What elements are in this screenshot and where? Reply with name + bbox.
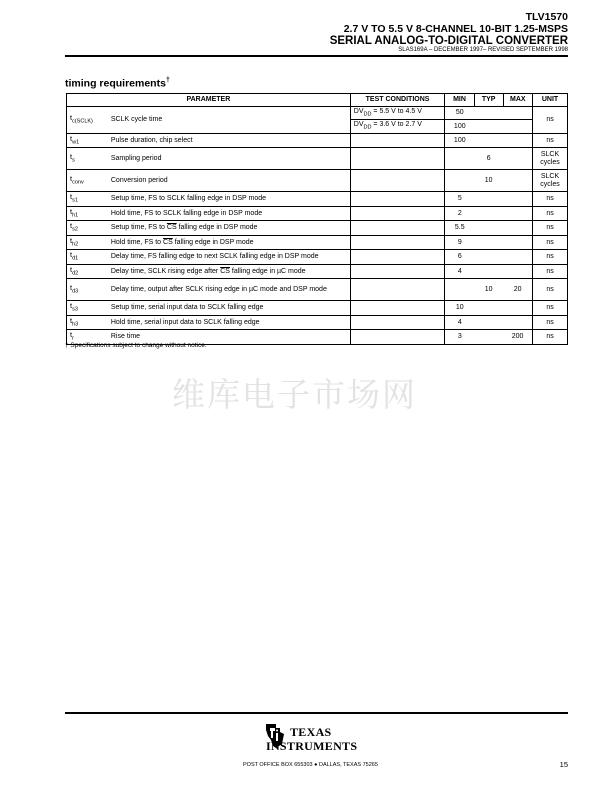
param-description: Delay time, FS falling edge to next SCLK falling edge in DSP mode xyxy=(108,250,350,265)
param-symbol: $t_{c(SCLK)}$ xyxy=(67,107,108,134)
test-condition xyxy=(350,315,445,330)
max-value xyxy=(503,250,532,265)
footnote: † Specifications subject to change without notice. xyxy=(65,342,207,349)
table-row xyxy=(67,250,568,265)
param-description: Sampling period xyxy=(108,148,350,170)
table-row xyxy=(67,221,568,236)
unit-value: ns xyxy=(533,133,568,148)
unit-value: ns xyxy=(533,221,568,236)
typ-value xyxy=(474,264,503,279)
min-value: 5 xyxy=(445,192,474,207)
typ-value xyxy=(474,221,503,236)
test-condition xyxy=(350,330,445,345)
param-symbol: $t_{h2}$ xyxy=(67,235,108,250)
typ-value xyxy=(474,315,503,330)
param-description: Hold time, serial input data to SCLK falling edge xyxy=(108,315,350,330)
max-value xyxy=(503,301,532,316)
param-symbol: $t_{s2}$ xyxy=(67,221,108,236)
max-value xyxy=(503,133,532,148)
page-number: 15 xyxy=(559,760,568,769)
footnote-mark: † xyxy=(165,77,170,84)
param-description: Rise time xyxy=(108,330,350,345)
param-symbol: $t_{d1}$ xyxy=(67,250,108,265)
section-title: timing requirements† xyxy=(65,77,170,90)
min-value xyxy=(445,170,474,192)
ti-logo-line1: TEXAS xyxy=(290,725,332,739)
test-condition xyxy=(350,133,445,148)
max-value xyxy=(503,148,532,170)
unit-value: ns xyxy=(533,301,568,316)
typ-value: 10 xyxy=(474,279,503,301)
unit-value: ns xyxy=(533,279,568,301)
param-symbol: $t_r$ xyxy=(67,330,108,345)
max-value xyxy=(503,235,532,250)
table-row xyxy=(67,235,568,250)
ti-logo-line2: INSTRUMENTS xyxy=(266,739,358,753)
typ-value xyxy=(474,301,503,316)
param-symbol: $t_{s3}$ xyxy=(67,301,108,316)
table-row xyxy=(67,264,568,279)
table-row xyxy=(67,107,568,120)
test-condition xyxy=(350,264,445,279)
param-symbol: $t_s$ xyxy=(67,148,108,170)
min-value: 4 xyxy=(445,315,474,330)
unit-value: ns xyxy=(533,235,568,250)
typ-value xyxy=(474,250,503,265)
min-value xyxy=(445,279,474,301)
param-symbol: $t_{w1}$ xyxy=(67,133,108,148)
param-description: Conversion period xyxy=(108,170,350,192)
header-test-conditions: TEST CONDITIONS xyxy=(350,94,445,107)
footer-rule xyxy=(65,712,568,714)
param-description: Hold time, FS to SCLK falling edge in DSP mode xyxy=(108,206,350,221)
typ-value xyxy=(474,107,503,120)
max-value: 200 xyxy=(503,330,532,345)
typ-value: 6 xyxy=(474,148,503,170)
table-row xyxy=(67,133,568,148)
timing-requirements-table xyxy=(66,93,568,345)
param-symbol: $t_{conv}$ xyxy=(67,170,108,192)
max-value xyxy=(503,120,532,133)
max-value xyxy=(503,170,532,192)
min-value: 5.5 xyxy=(445,221,474,236)
unit-value: ns xyxy=(533,315,568,330)
unit-value: ns xyxy=(533,264,568,279)
unit-value: ns xyxy=(533,206,568,221)
param-description: SCLK cycle time xyxy=(108,107,350,134)
part-number: TLV1570 xyxy=(525,11,568,23)
max-value xyxy=(503,221,532,236)
test-condition: $DV_{DD} = 3.6$ V to 2.7 V xyxy=(350,120,445,133)
test-condition: $DV_{DD} = 5.5$ V to 4.5 V xyxy=(350,107,445,120)
table-row xyxy=(67,301,568,316)
min-value: 10 xyxy=(445,301,474,316)
typ-value xyxy=(474,120,503,133)
test-condition xyxy=(350,192,445,207)
table-row xyxy=(67,279,568,301)
typ-value xyxy=(474,133,503,148)
ti-logo xyxy=(264,722,374,758)
max-value xyxy=(503,107,532,120)
document-reference: SLAS169A – DECEMBER 1997– REVISED SEPTEMBER 1998 xyxy=(398,47,568,53)
max-value xyxy=(503,315,532,330)
param-symbol: $t_{h3}$ xyxy=(67,315,108,330)
unit-value: ns xyxy=(533,107,568,134)
table-row xyxy=(67,170,568,192)
min-value: 4 xyxy=(445,264,474,279)
min-value: 100 xyxy=(445,120,474,133)
test-condition xyxy=(350,148,445,170)
typ-value xyxy=(474,192,503,207)
param-description: Setup time, serial input data to SCLK falling edge xyxy=(108,301,350,316)
param-description: Delay time, SCLK rising edge after $\overline{CS}$ falling edge in µC mode xyxy=(108,264,350,279)
param-description: Hold time, FS to $\overline{CS}$ falling edge in DSP mode xyxy=(108,235,350,250)
min-value: 3 xyxy=(445,330,474,345)
header-unit: UNIT xyxy=(533,94,568,107)
min-value: 100 xyxy=(445,133,474,148)
min-value: 9 xyxy=(445,235,474,250)
max-value: 20 xyxy=(503,279,532,301)
document-title-line2: SERIAL ANALOG-TO-DIGITAL CONVERTER xyxy=(329,35,568,47)
test-condition xyxy=(350,221,445,236)
footer-address: POST OFFICE BOX 655303 ● DALLAS, TEXAS 75265 xyxy=(243,762,378,768)
header-parameter: PARAMETER xyxy=(67,94,351,107)
unit-value: ns xyxy=(533,330,568,345)
test-condition xyxy=(350,279,445,301)
header-typ: TYP xyxy=(474,94,503,107)
param-description: Delay time, output after SCLK rising edge in µC mode and DSP mode xyxy=(108,279,350,301)
test-condition xyxy=(350,250,445,265)
param-symbol: $t_{s1}$ xyxy=(67,192,108,207)
unit-value: ns xyxy=(533,192,568,207)
unit-value: SLCK cycles xyxy=(533,170,568,192)
test-condition xyxy=(350,235,445,250)
typ-value xyxy=(474,206,503,221)
max-value xyxy=(503,264,532,279)
typ-value xyxy=(474,330,503,345)
table-row xyxy=(67,148,568,170)
max-value xyxy=(503,192,532,207)
unit-value: SLCK cycles xyxy=(533,148,568,170)
watermark: 维库电子市场网 xyxy=(172,375,417,414)
test-condition xyxy=(350,206,445,221)
param-symbol: $t_{d2}$ xyxy=(67,264,108,279)
typ-value xyxy=(474,235,503,250)
min-value xyxy=(445,148,474,170)
min-value: 6 xyxy=(445,250,474,265)
min-value: 50 xyxy=(445,107,474,120)
header-min: MIN xyxy=(445,94,474,107)
min-value: 2 xyxy=(445,206,474,221)
header-max: MAX xyxy=(503,94,532,107)
test-condition xyxy=(350,170,445,192)
table-row xyxy=(67,206,568,221)
max-value xyxy=(503,206,532,221)
table-row xyxy=(67,315,568,330)
table-row xyxy=(67,192,568,207)
unit-value: ns xyxy=(533,250,568,265)
param-symbol: $t_{h1}$ xyxy=(67,206,108,221)
param-description: Setup time, FS to $\overline{CS}$ falling edge in DSP mode xyxy=(108,221,350,236)
table-header-row xyxy=(67,94,568,107)
param-description: Pulse duration, chip select xyxy=(108,133,350,148)
param-description: Setup time, FS to SCLK falling edge in DSP mode xyxy=(108,192,350,207)
typ-value: 10 xyxy=(474,170,503,192)
param-symbol: $t_{d3}$ xyxy=(67,279,108,301)
header-rule xyxy=(65,55,568,57)
test-condition xyxy=(350,301,445,316)
document-title-line1: 2.7 V TO 5.5 V 8-CHANNEL 10-BIT 1.25-MSPS xyxy=(343,23,568,35)
